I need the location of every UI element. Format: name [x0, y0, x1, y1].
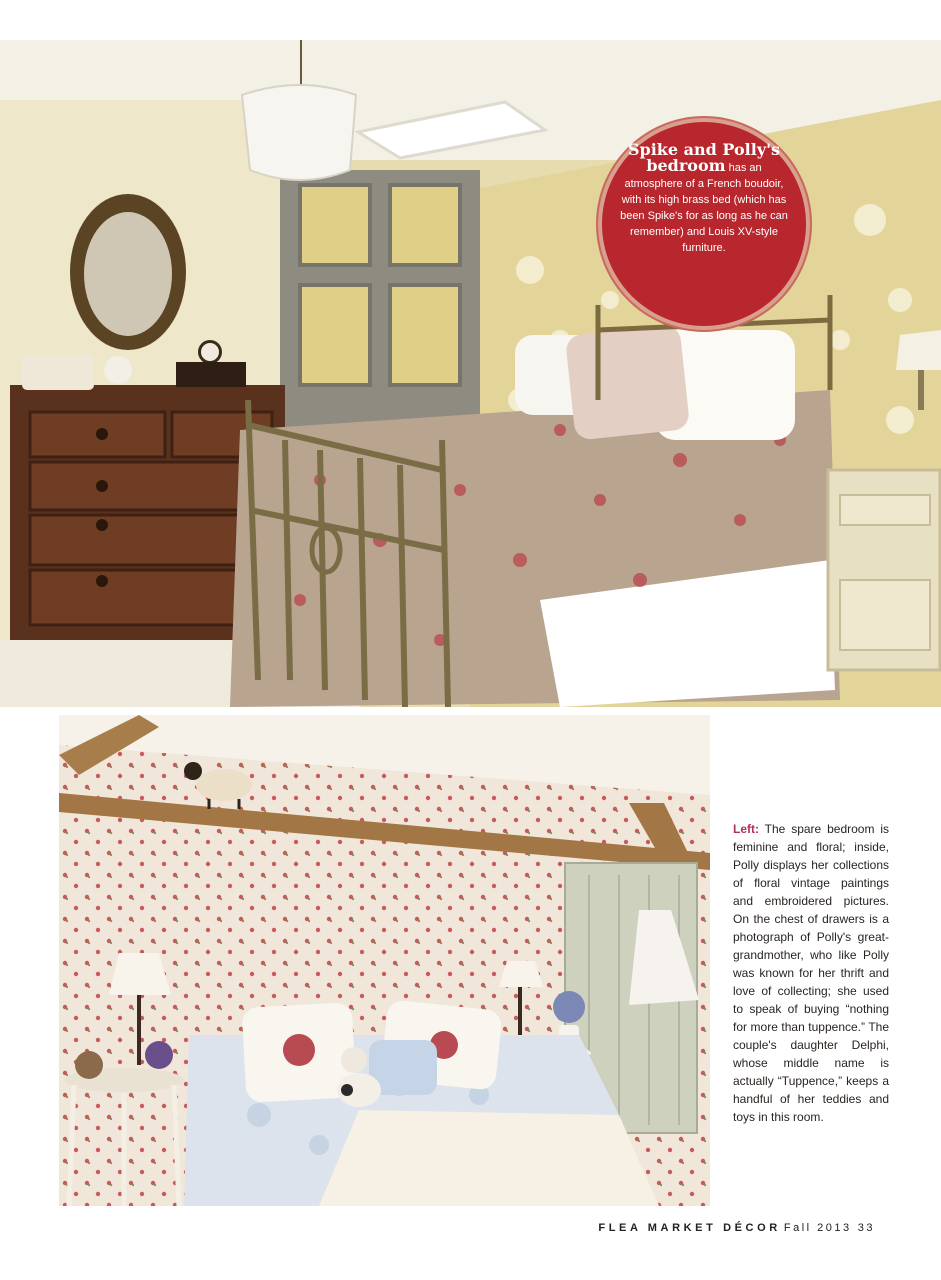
spare-bedroom-caption [733, 820, 889, 1126]
issue-date: Fall 2013 [783, 1222, 852, 1234]
caption-body [616, 158, 792, 256]
caption-paragraph: The spare bedroom is feminine and floral; inside, Polly displays her collections of floral vintage paintings and embroidered pictures. On the chest of drawers is a photograph of Polly's great-grandmother, who like Polly was known for her thrift and love of collecting; she used to speak of buying “nothing for more than tuppence.” The couple's daughter Delphi, whose middle name is actually “Tuppence,” keeps a handful of her teddies and toys in this room. [733, 822, 889, 1124]
caption-heading: Spike and Polly's [627, 140, 781, 159]
page-footer [0, 1222, 875, 1234]
caption-heading-word: bedroom [646, 156, 726, 175]
bedroom-photo-main [0, 40, 941, 707]
caption-lead: Left: [733, 822, 759, 836]
caption-badge [598, 118, 810, 330]
bedroom-illustration [0, 40, 941, 707]
spare-bedroom-photo [59, 715, 710, 1206]
caption-text: has an atmosphere of a French boudoir, with its high brass bed (which has been Spike's for as long as he can remember) and Louis XV-style furniture. [620, 162, 788, 254]
spare-bedroom-illustration [59, 715, 710, 1206]
magazine-name: FLEA MARKET DÉCOR [598, 1222, 781, 1234]
page-number: 33 [857, 1222, 875, 1234]
